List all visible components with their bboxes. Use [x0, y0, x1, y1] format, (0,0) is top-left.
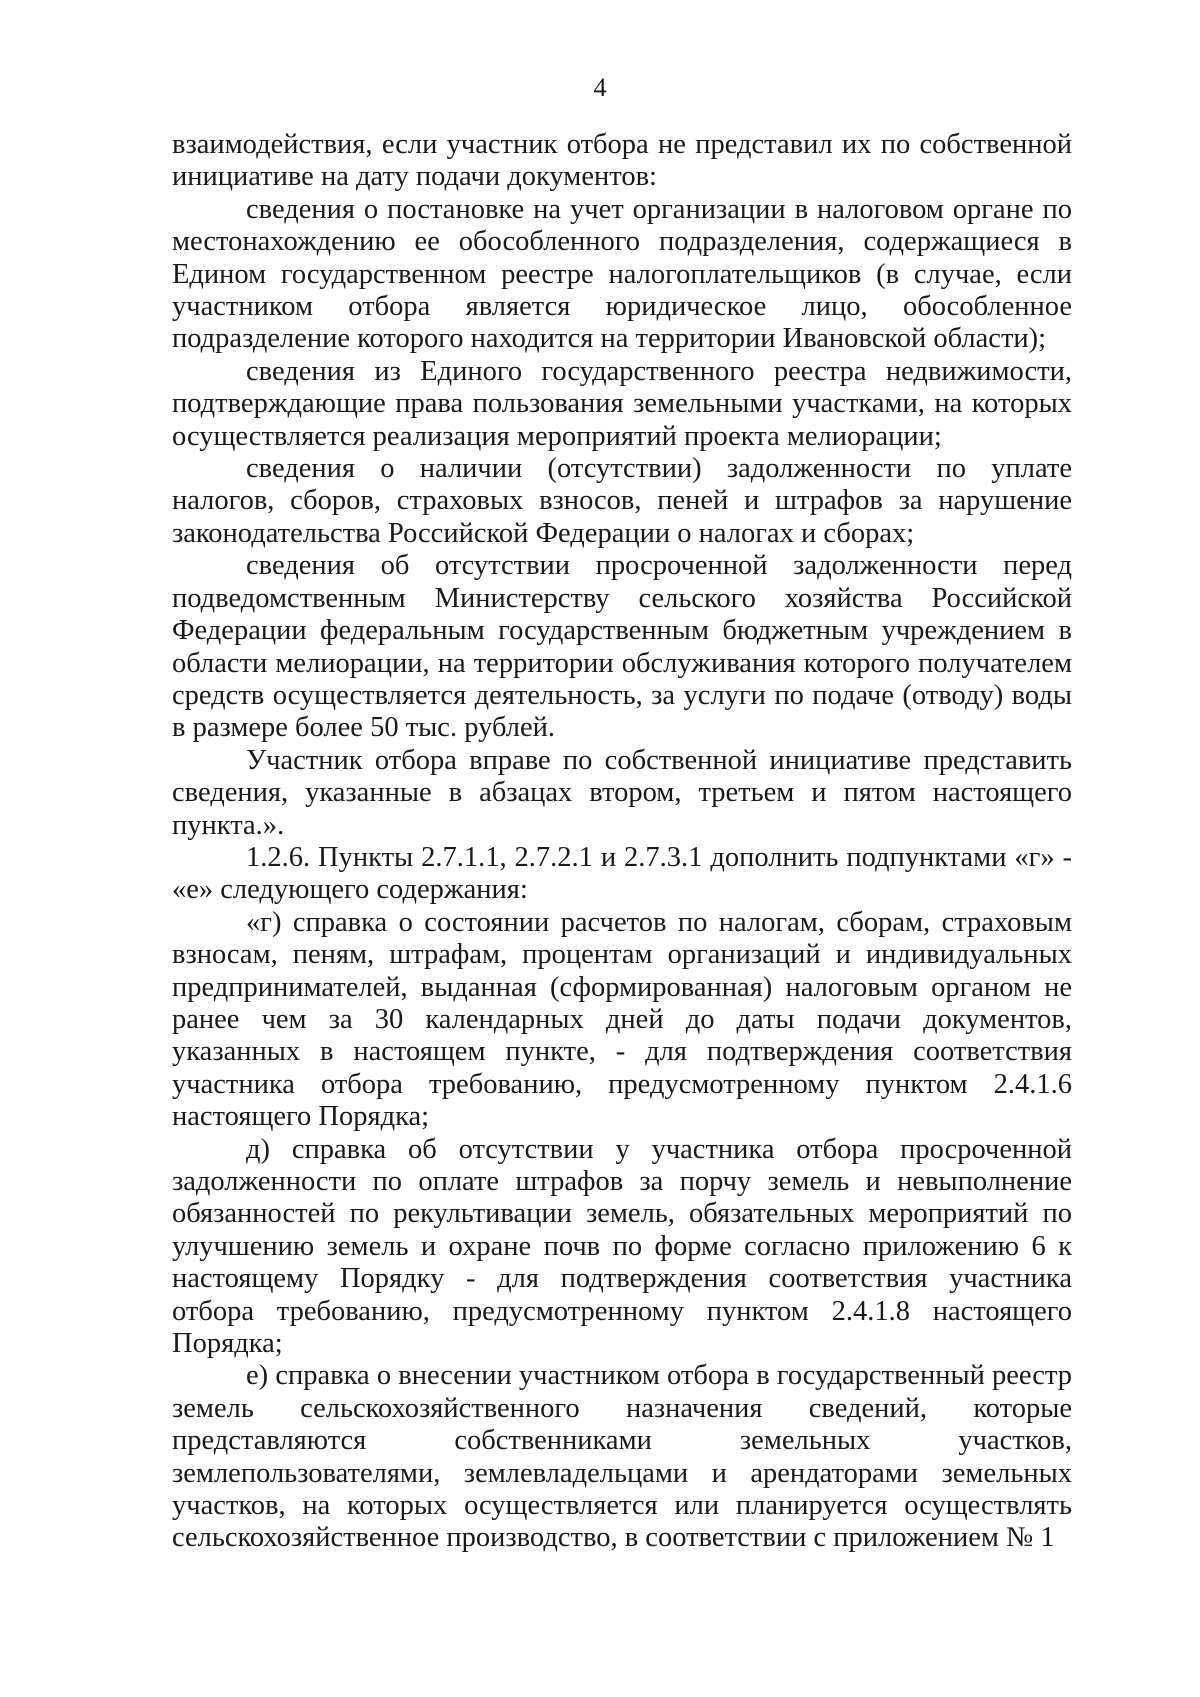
paragraph-subclause-e: е) справка о внесении участником отбора в государственный реестр земель сельскохозяйственного назначения сведений, которые представляются собственниками земельных участков, землепользователями, землевладельцами и арендаторами земельных участков, на которых осуществляется или планируется осуществлять сельскохозяйственное производство, в соответствии с приложением № 1: [172, 1360, 1072, 1554]
paragraph-own-initiative: Участник отбора вправе по собственной инициативе представить сведения, указанные в абзацах втором, третьем и пятом настоящего пункта.».: [172, 744, 1072, 841]
paragraph-overdue-debt: сведения об отсутствии просроченной задолженности перед подведомственным Министерству сельского хозяйства Российской Федерации федеральным государственным бюджетным учреждением в области мелиорации, на территории обслуживания которого получателем средств осуществляется деятельность, за услуги по подаче (отводу) воды в размере более 50 тыс. рублей.: [172, 550, 1072, 744]
paragraph-tax-registration: сведения о постановке на учет организации в налоговом органе по местонахождению ее обособленного подразделения, содержащиеся в Едином государственном реестре налогоплательщиков (в случае, если участником отбора является юридическое лицо, обособленное подразделение которого находится на территории Ивановской области);: [172, 193, 1072, 355]
paragraph-tax-debt: сведения о наличии (отсутствии) задолженности по уплате налогов, сборов, страховых взносов, пеней и штрафов за нарушение законодательства Российской Федерации о налогах и сборах;: [172, 453, 1072, 549]
paragraph-continuation: взаимодействия, если участник отбора не представил их по собственной инициативе на дату подачи документов:: [172, 129, 1072, 193]
document-body: [172, 129, 1072, 1555]
paragraph-clause-1-2-6: 1.2.6. Пункты 2.7.1.1, 2.7.2.1 и 2.7.3.1 дополнить подпунктами «г» - «е» следующего содержания:: [172, 841, 1072, 906]
paragraph-subclause-g: «г) справка о состоянии расчетов по налогам, сборам, страховым взносам, пеням, штрафам, процентам организаций и индивидуальных предпринимателей, выданная (сформированная) налоговым органом не ранее чем за 30 календарных дней до даты подачи документов, указанных в настоящем пункте, - для подтверждения соответствия участника отбора требованию, предусмотренному пунктом 2.4.1.6 настоящего Порядка;: [172, 906, 1072, 1133]
paragraph-subclause-d: д) справка об отсутствии у участника отбора просроченной задолженности по оплате штрафов за порчу земель и невыполнение обязанностей по рекультивации земель, обязательных мероприятий по улучшению земель и охране почв по форме согласно приложению 6 к настоящему Порядку - для подтверждения соответствия участника отбора требованию, предусмотренному пунктом 2.4.1.8 настоящего Порядка;: [172, 1133, 1072, 1360]
paragraph-real-estate-registry: сведения из Единого государственного реестра недвижимости, подтверждающие права пользования земельными участками, на которых осуществляется реализация мероприятий проекта мелиорации;: [172, 355, 1072, 452]
page-number: 4: [593, 73, 607, 102]
